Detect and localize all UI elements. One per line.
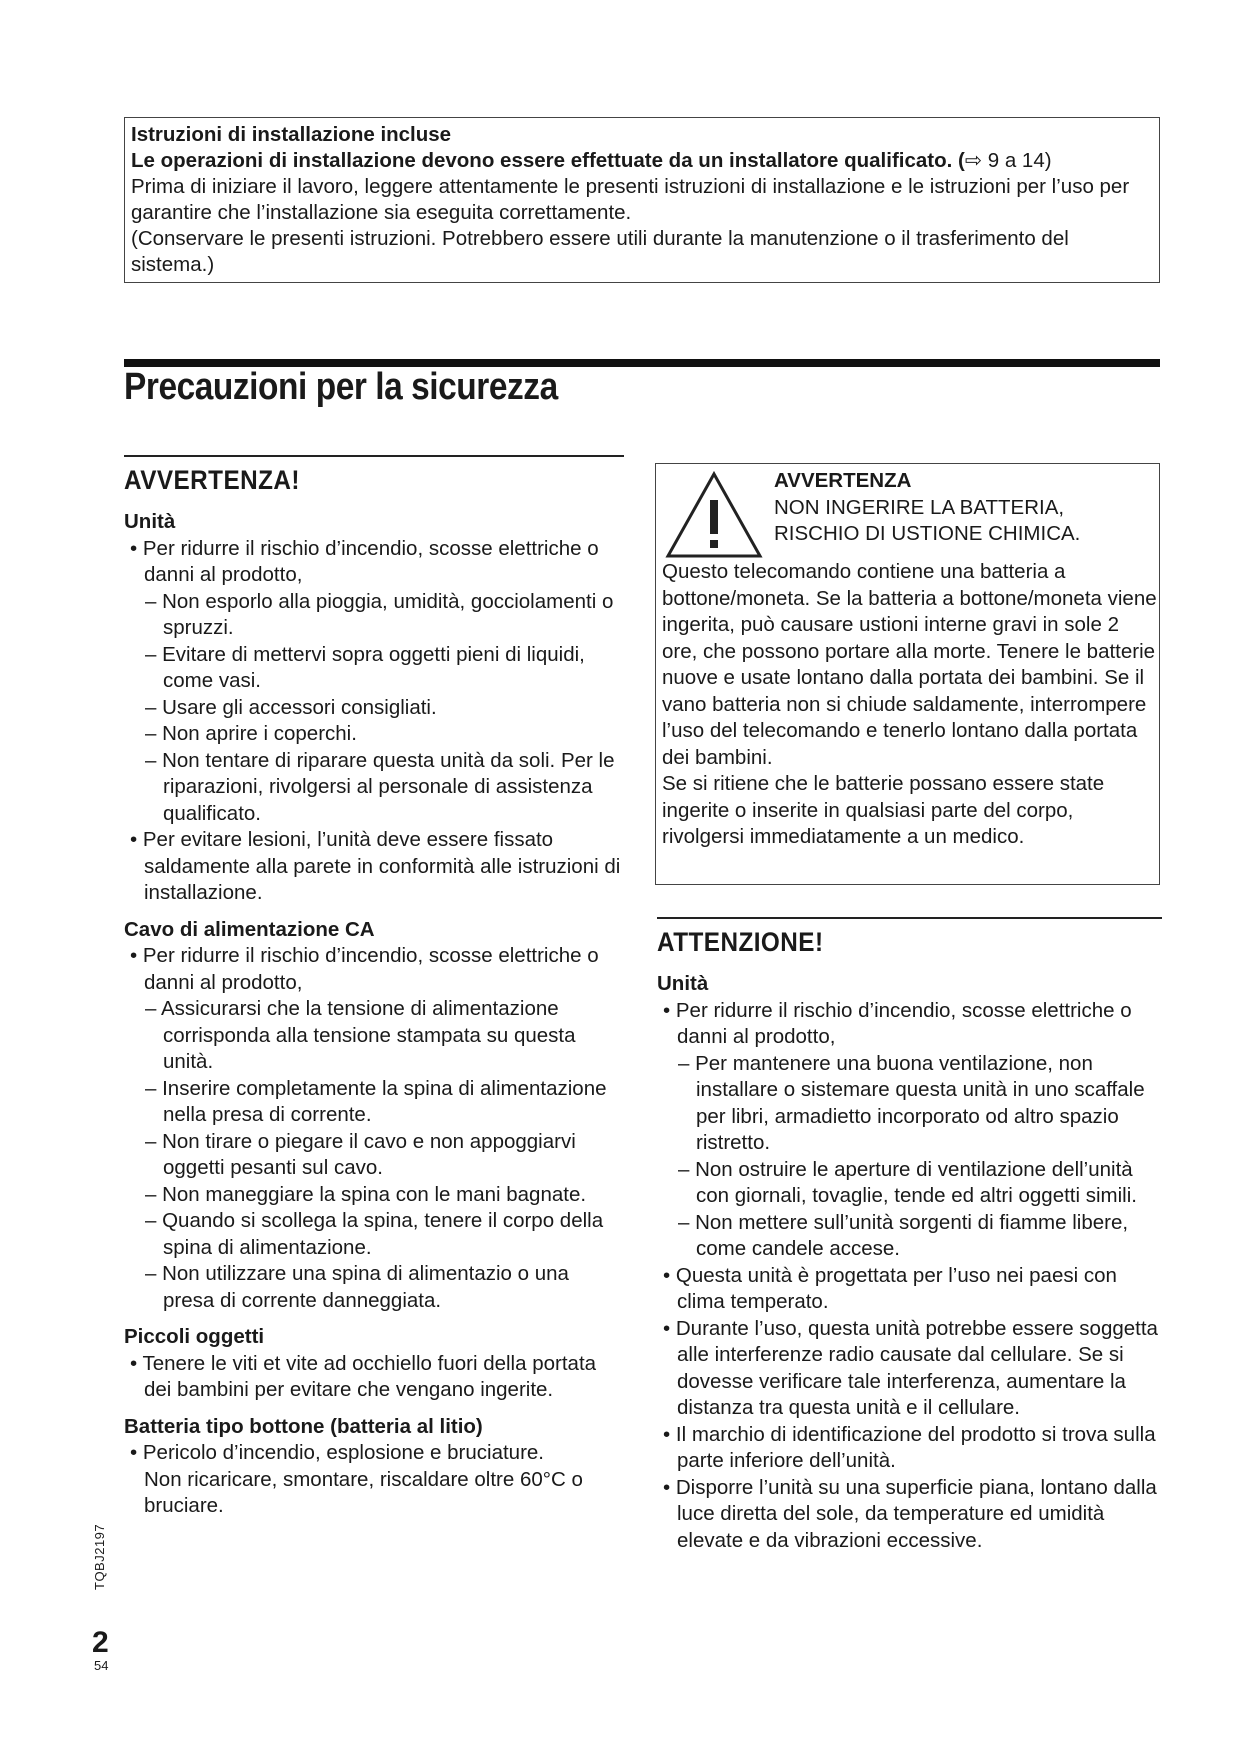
list-item: – Non tirare o piegare il cavo e non appoggiarvi oggetti pesanti sul cavo. <box>145 1129 576 1179</box>
battery-warning-line: RISCHIO DI USTIONE CHIMICA. <box>774 522 1081 545</box>
section-divider <box>657 917 1162 919</box>
battery-warning-line: NON INGERIRE LA BATTERIA, <box>774 495 1065 519</box>
caution-heading: ATTENZIONE! <box>657 927 824 957</box>
list-item: – Usare gli accessori consigliati. <box>145 695 437 719</box>
list-item: • Disporre l’unità su una superficie piana, lontano dalla luce diretta del sole, da temperature ed umidità elevate e da vibrazioni eccessive. <box>663 1475 1157 1552</box>
list-item: • Tenere le viti et vite ad occhiello fuori della portata dei bambini per evitare che vengano ingerite. <box>130 1351 597 1401</box>
page-subnumber: 54 <box>94 1658 109 1673</box>
reference-arrow-icon: ⇨ <box>964 149 983 172</box>
list-item: • Per ridurre il rischio d’incendio, scosse elettriche o danni al prodotto, <box>130 536 599 586</box>
unit-subheading: Unità <box>124 510 176 533</box>
installation-keep-instructions: (Conservare le presenti istruzioni. Potrebbero essere utili durante la manutenzione o il trasferimento del sistema.) <box>131 227 1069 276</box>
warning-heading: AVVERTENZA! <box>124 465 300 495</box>
warning-column <box>124 455 624 1520</box>
ac-cable-subheading: Cavo di alimentazione CA <box>124 917 375 941</box>
list-item: • Per evitare lesioni, l’unità deve essere fissato saldamente alla parete in conformità alle istruzioni di installazione. <box>130 828 621 904</box>
list-item: • Questa unità è progettata per l’uso nei paesi con clima temperato. <box>663 1263 1117 1313</box>
list-item: – Non aprire i coperchi. <box>145 722 357 745</box>
page-reference: 9 a 14) <box>987 149 1052 172</box>
list-item: – Non mettere sull’unità sorgenti di fiamme libere, come candele accese. <box>678 1210 1129 1260</box>
list-item: – Evitare di mettervi sopra oggetti pieni di liquidi, come vasi. <box>145 642 585 692</box>
list-item: – Quando si scollega la spina, tenere il corpo della spina di alimentazione. <box>145 1209 604 1259</box>
battery-warning-header <box>774 468 1154 548</box>
list-item-continuation: Non ricaricare, smontare, riscaldare oltre 60°C o bruciare. <box>144 1467 583 1517</box>
list-item: – Per mantenere una buona ventilazione, non installare o sistemare questa unità in uno scaffale per libri, armadietto incorporato od altro spazio ristretto. <box>678 1051 1145 1154</box>
page-number: 2 <box>92 1626 109 1659</box>
list-item: – Non tentare di riparare questa unità da soli. Per le riparazioni, rivolgersi al personale di assistenza qualificato. <box>145 748 615 825</box>
battery-warning-paragraph: Se si ritiene che le batterie possano essere state ingerite o inserite in qualsiasi parte del corpo, rivolgersi immediatamente a un medico. <box>662 772 1105 848</box>
installation-qualified-notice: Le operazioni di installazione devono essere effettuate da un installatore qualificato. (⇨ 9 a 14) <box>131 149 1052 172</box>
battery-warning-box <box>655 463 1160 885</box>
list-item: • Durante l’uso, questa unità potrebbe essere soggetta alle interferenze radio causate dal cellulare. Se si dovesse verificare tale interferenza, aumentare la distanza tra questa unità e il cellulare. <box>663 1316 1158 1419</box>
battery-warning-body <box>662 559 1157 851</box>
section-divider <box>124 455 624 457</box>
list-item: • Il marchio di identificazione del prodotto si trova sulla parte inferiore dell’unità. <box>663 1422 1156 1472</box>
document-code: TQBJ2197 <box>92 1523 107 1590</box>
list-item: – Non maneggiare la spina con le mani bagnate. <box>145 1182 587 1206</box>
warning-triangle-icon <box>664 470 764 560</box>
list-item: – Non ostruire le aperture di ventilazione dell’unità con giornali, tovaglie, tende ed altri oggetti simili. <box>678 1157 1137 1207</box>
page-title: Precauzioni per la sicurezza <box>124 366 558 408</box>
battery-warning-paragraph: Questo telecomando contiene una batteria a bottone/moneta. Se la batteria a bottone/moneta viene ingerita, può causare ustioni interne gravi in sole 2 ore, che possono portare alla morte. Tenere le batterie nuove e usate lontano dalla portata dei bambini. Se il vano batteria non si chiude saldamente, interrompere l’uso del telecomando e tenerlo lontano dalla portata dei bambini. <box>662 560 1157 769</box>
caution-column <box>657 917 1162 1554</box>
unit-subheading: Unità <box>657 972 709 995</box>
installation-notice-box <box>124 117 1160 283</box>
list-item: – Inserire completamente la spina di alimentazione nella presa di corrente. <box>145 1076 607 1126</box>
button-battery-subheading: Batteria tipo bottone (batteria al litio) <box>124 1414 483 1438</box>
list-item: • Pericolo d’incendio, esplosione e bruciature. <box>130 1441 545 1464</box>
installation-read-instructions: Prima di iniziare il lavoro, leggere attentamente le presenti istruzioni di installazione e le istruzioni per l’uso per garantire che l’installazione sia eseguita correttamente. <box>131 175 1130 224</box>
battery-warning-title: AVVERTENZA <box>774 469 912 492</box>
list-item: • Per ridurre il rischio d’incendio, scosse elettriche o danni al prodotto, <box>130 944 599 994</box>
list-item: – Non utilizzare una spina di alimentazio o una presa di corrente danneggiata. <box>145 1262 569 1312</box>
list-item: – Non esporlo alla pioggia, umidità, gocciolamenti o spruzzi. <box>145 589 614 639</box>
installation-notice-title: Istruzioni di installazione incluse <box>131 123 452 146</box>
list-item: • Per ridurre il rischio d’incendio, scosse elettriche o danni al prodotto, <box>663 998 1132 1048</box>
small-objects-subheading: Piccoli oggetti <box>124 1325 265 1348</box>
list-item: – Assicurarsi che la tensione di alimentazione corrisponda alla tensione stampata su questa unità. <box>145 997 576 1073</box>
